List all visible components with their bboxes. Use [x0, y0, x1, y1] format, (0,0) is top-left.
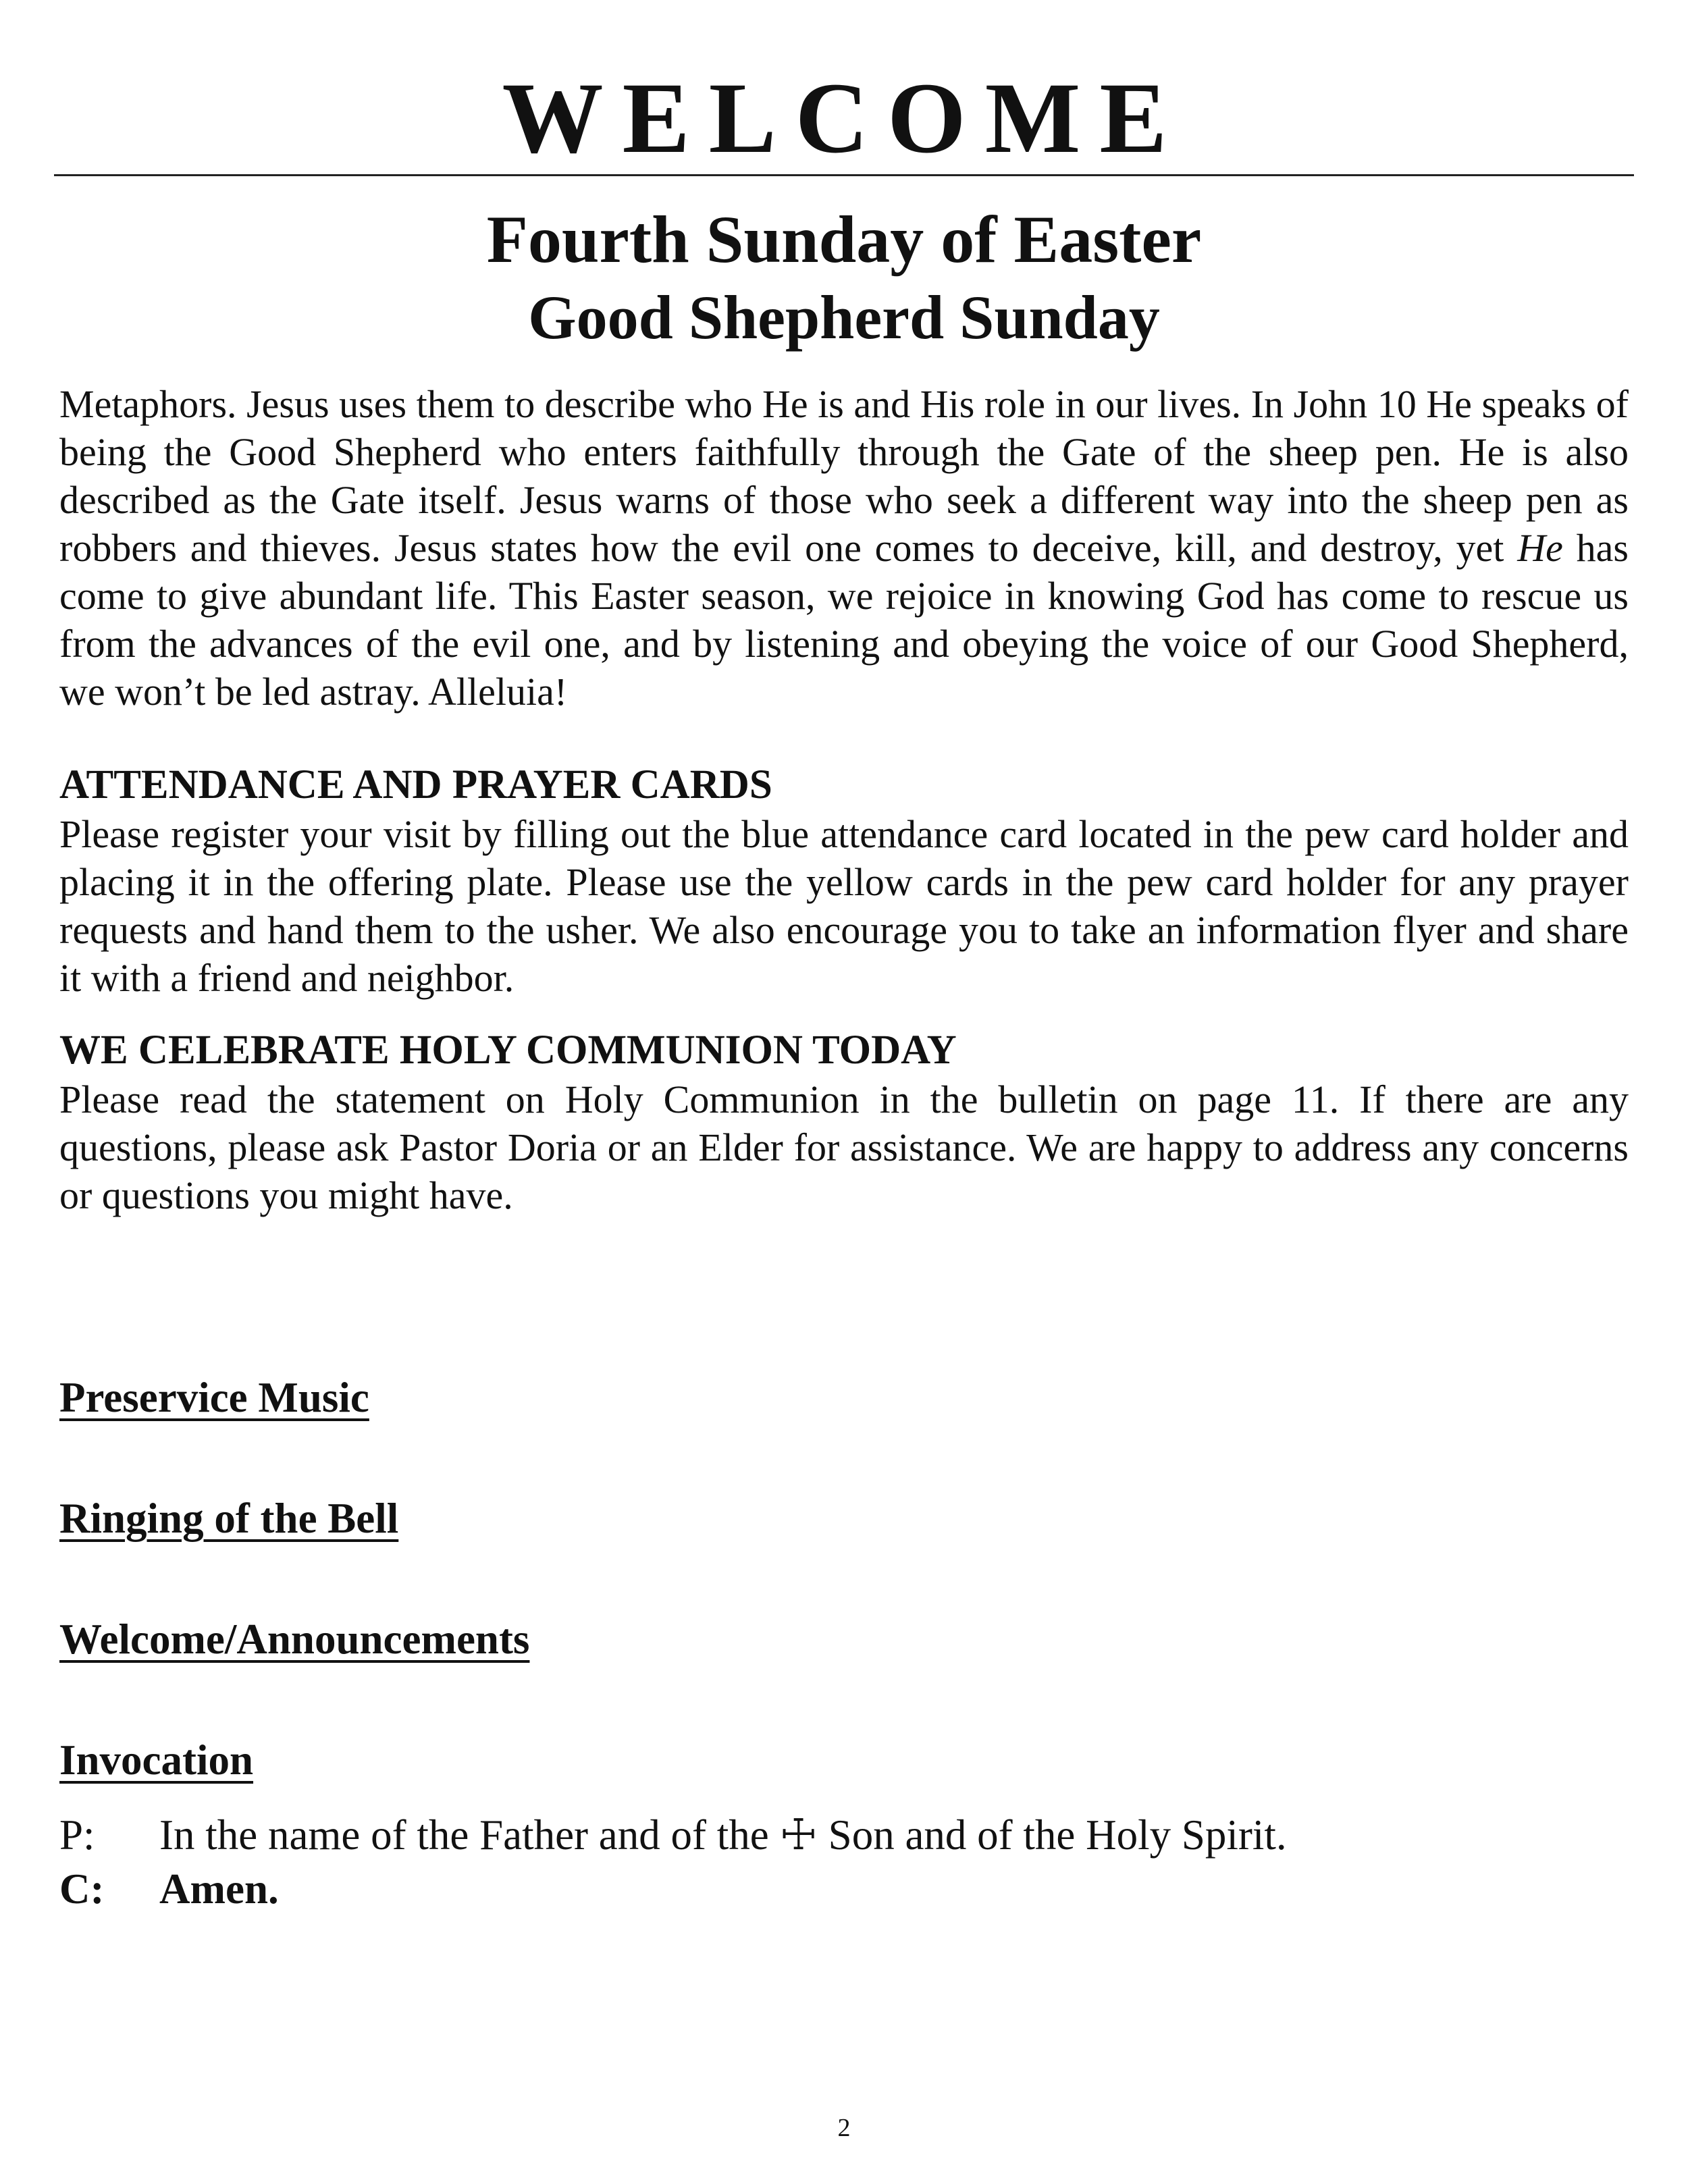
- attendance-heading: ATTENDANCE AND PRAYER CARDS: [59, 762, 772, 807]
- service-item-ringing-of-the-bell: Ringing of the Bell: [59, 1495, 399, 1542]
- intro-text-before: Metaphors. Jesus uses them to describe who He is and His role in our lives. In John 10 He speaks of being the Good Shepherd who enters faithfully through the Gate of the sheep pen. He is also described as the Gate itself. Jesus warns of those who seek a different way into the sheep pen as robbers and thieves. Jesus states how the evil one comes to deceive, kill, and destroy, yet: [59, 382, 1629, 570]
- header-divider: [54, 174, 1634, 176]
- attendance-paragraph: Please register your visit by filling out the blue attendance card located in the pew card holder and placing it in the offering plate. Please use the yellow cards in the pew card holder for any prayer requests and hand them to the usher. We also encourage you to take an information flyer and share it with a friend and neighbor.: [59, 812, 1629, 1000]
- welcome-heading: WELCOME: [502, 62, 1186, 174]
- service-item-preservice-music: Preservice Music: [59, 1374, 369, 1421]
- intro-paragraph: [59, 380, 1629, 716]
- speaker-label: C:: [59, 1865, 105, 1913]
- service-item-welcome-announcements: Welcome/Announcements: [59, 1616, 530, 1663]
- invocation-line-congregation: [59, 1863, 1629, 1915]
- communion-paragraph: Please read the statement on Holy Communion in the bulletin on page 11. If there are any questions, please ask Pastor Doria or an Elder for assistance. We are happy to address any concerns or questions you might have.: [59, 1077, 1629, 1217]
- page-title: Fourth Sunday of Easter: [486, 202, 1202, 277]
- response-text: Amen.: [159, 1865, 279, 1913]
- invocation-line-pastor: [59, 1809, 1629, 1861]
- communion-heading: WE CELEBRATE HOLY COMMUNION TODAY: [59, 1028, 957, 1073]
- response-text: In the name of the Father and of the ☩ Son and of the Holy Spirit.: [159, 1811, 1287, 1859]
- intro-text-after: has come to give abundant life. This Easter season, we rejoice in knowing God has come to rescue us from the advances of the evil one, and by listening and obeying the voice of our Good Shepherd, we won’t be led astray. Alleluia!: [59, 526, 1629, 714]
- service-item-invocation: Invocation: [59, 1736, 254, 1784]
- intro-text-italic: He: [1517, 526, 1563, 570]
- page-subtitle: Good Shepherd Sunday: [528, 283, 1160, 352]
- page-number: 2: [837, 2114, 851, 2142]
- speaker-label: P:: [59, 1811, 95, 1859]
